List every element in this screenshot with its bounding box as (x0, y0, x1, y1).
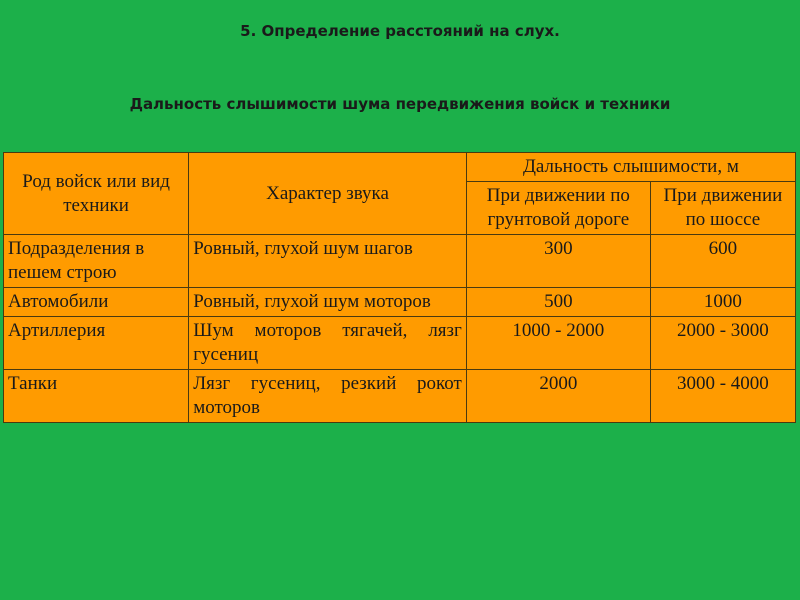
header-troop-type: Род войск или вид техники (4, 153, 189, 235)
table-row (4, 235, 796, 288)
cell-type: Артиллерия (4, 317, 189, 370)
cell-type: Танки (4, 370, 189, 423)
cell-type: Автомобили (4, 288, 189, 317)
header-dirt-road: При движении по грунтовой дороге (466, 182, 650, 235)
table-title: Дальность слышимости шума передвижения войск и техники (129, 95, 671, 113)
table-row (4, 370, 796, 423)
audibility-table (3, 152, 796, 423)
cell-sound: Ровный, глухой шум моторов (189, 288, 467, 317)
cell-highway: 3000 - 4000 (650, 370, 795, 423)
cell-dirt: 500 (466, 288, 650, 317)
header-highway: При движении по шоссе (650, 182, 795, 235)
header-audibility-range: Дальность слышимости, м (466, 153, 795, 182)
cell-sound: Ровный, глухой шум шагов (189, 235, 467, 288)
cell-sound: Лязг гусениц, резкий рокот моторов (189, 370, 467, 423)
cell-sound: Шум моторов тягачей, лязг гусениц (189, 317, 467, 370)
table-header-row (4, 153, 796, 182)
cell-dirt: 300 (466, 235, 650, 288)
table-row (4, 288, 796, 317)
cell-highway: 600 (650, 235, 795, 288)
header-sound-character: Характер звука (189, 153, 467, 235)
cell-highway: 2000 - 3000 (650, 317, 795, 370)
cell-dirt: 1000 - 2000 (466, 317, 650, 370)
cell-type: Подразделения в пешем строю (4, 235, 189, 288)
cell-highway: 1000 (650, 288, 795, 317)
cell-dirt: 2000 (466, 370, 650, 423)
slide-heading: 5. Определение расстояний на слух. (240, 22, 560, 40)
table-row (4, 317, 796, 370)
